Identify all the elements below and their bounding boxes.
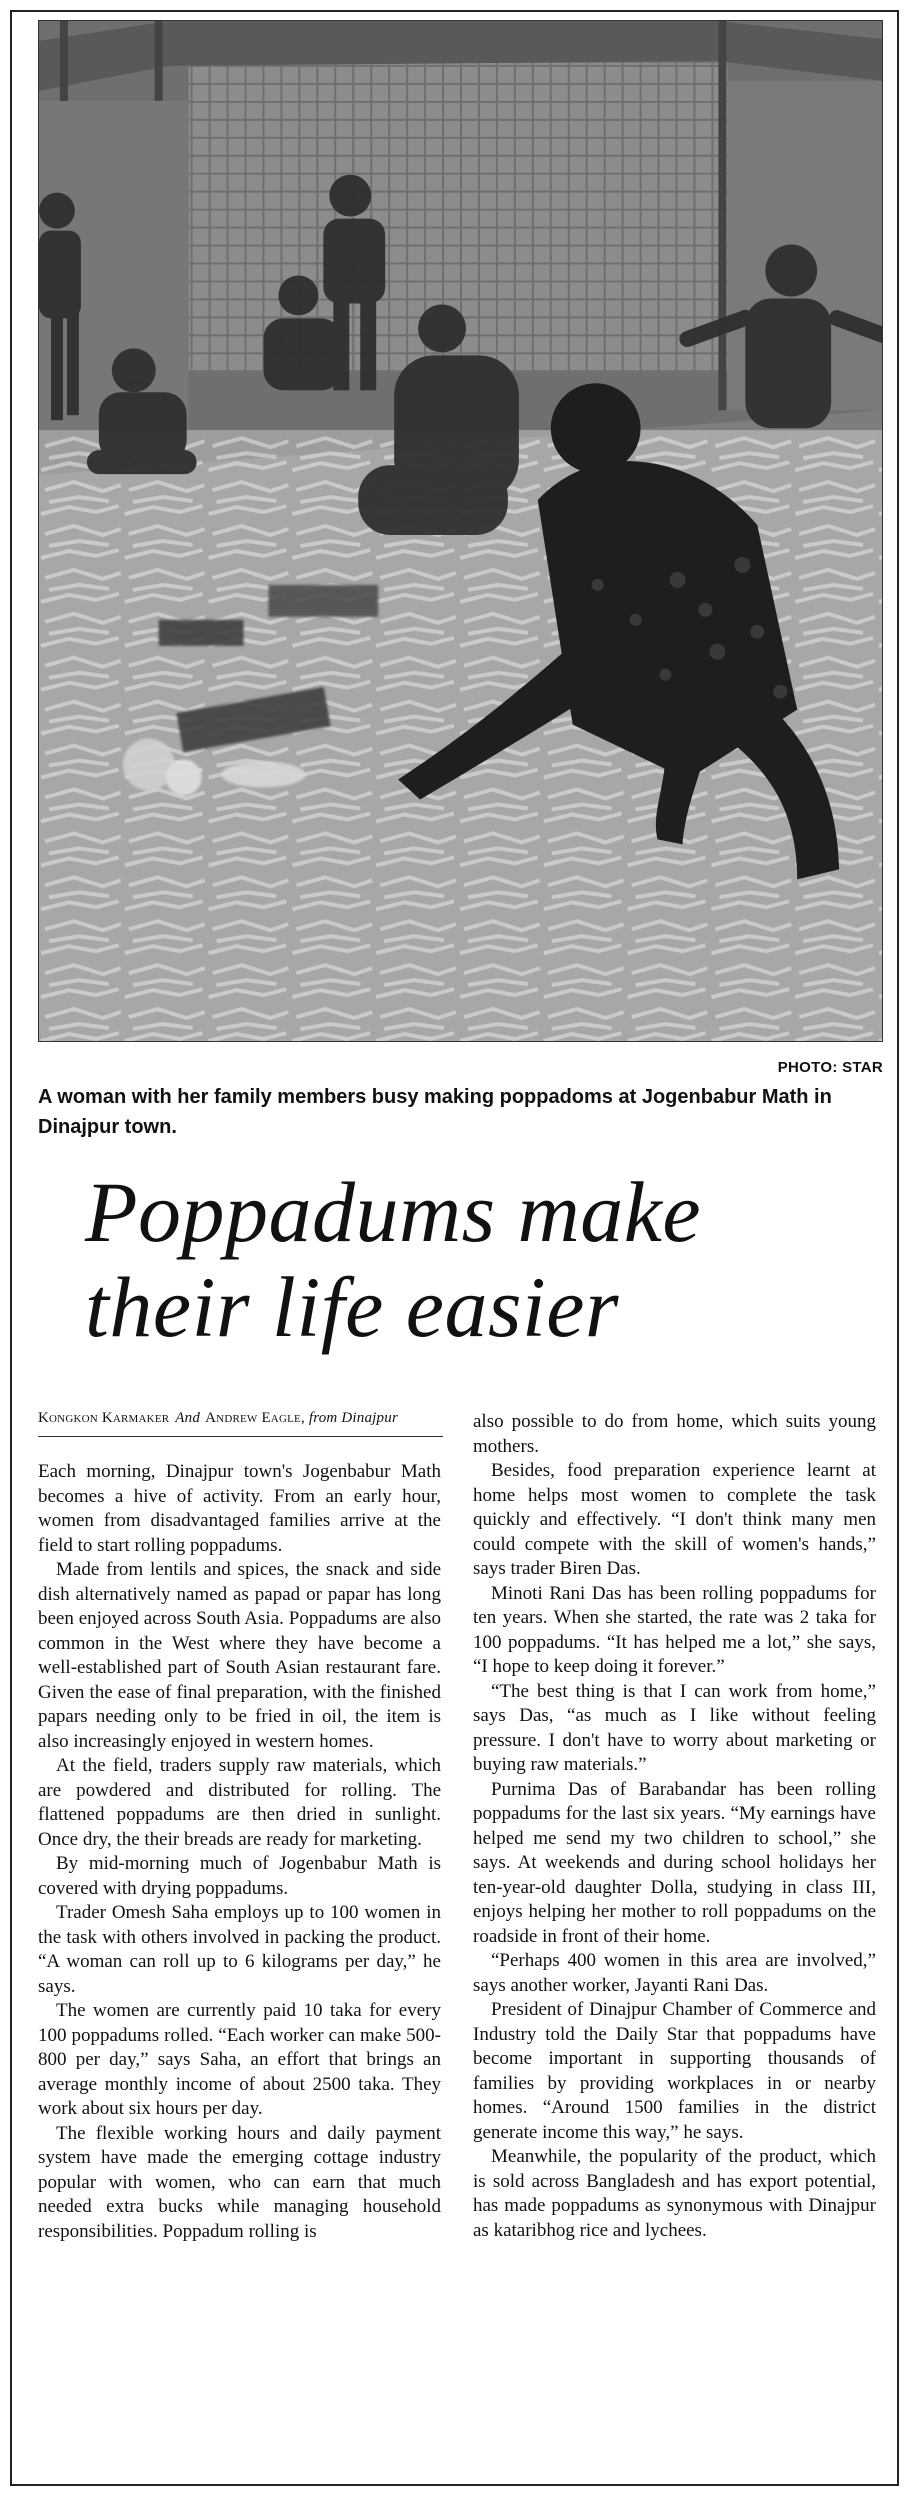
article-column-right: [473, 1410, 876, 2243]
dateline: from Dinajpur: [308, 1410, 398, 1426]
left-paragraph-7: The flexible working hours and daily payment system have made the emerging cottage industry popular with women, who can earn that much needed extra bucks while managing household responsibilities. Poppadum rolling is: [38, 2122, 441, 2242]
right-paragraph-4: “The best thing is that I can work from home,” says Das, “as much as I like without feeling pressure. I don't have to worry about marketing or buying raw materials.”: [473, 1680, 876, 1775]
right-paragraph-6: “Perhaps 400 women in this area are involved,” says another worker, Jayanti Rani Das.: [473, 1950, 876, 1996]
right-paragraph-7: President of Dinajpur Chamber of Commerce and Industry told the Daily Star that poppadums have become important in supporting thousands of families by providing workplaces in or nearby homes. “Around 1500 families in the district generate income this way,” he says.: [473, 1999, 876, 2143]
article-byline: [38, 1408, 443, 1428]
author-2: Andrew Eagle,: [205, 1410, 305, 1426]
right-paragraph-3: Minoti Rani Das has been rolling poppadums for ten years. When she started, the rate was 2 taka for 100 poppadums. “It has helped me a lot,” she says, “I hope to keep doing it forever.”: [473, 1582, 876, 1677]
left-paragraph-1: Each morning, Dinajpur town's Jogenbabur Math becomes a hive of activity. From an early hour, women from disadvantaged families arrive at the field to start rolling poppadums.: [38, 1461, 441, 1556]
right-paragraph-1: also possible to do from home, which suits young mothers.: [473, 1411, 876, 1457]
photo-caption: A woman with her family members busy making poppadoms at Jogenbabur Math in Dinajpur town.: [38, 1086, 832, 1138]
photo-illustration: [39, 21, 882, 1041]
author-connector: And: [175, 1410, 201, 1426]
left-paragraph-4: By mid-morning much of Jogenbabur Math is covered with drying poppadums.: [38, 1853, 441, 1899]
left-paragraph-3: At the field, traders supply raw materials, which are powdered and distributed for rolling. The flattened poppadums are then dried in sunlight. Once dry, the their breads are ready for marketing.: [38, 1755, 441, 1850]
author-1: Kongkon Karmaker: [38, 1410, 170, 1426]
article-column-left: [38, 1460, 441, 2244]
right-paragraph-2: Besides, food preparation experience learnt at home helps most women to complete the task quickly and effectively. “I don't think many men could compete with the skill of women's hands,” says trader Biren Das.: [473, 1460, 876, 1579]
byline-block: [38, 1408, 443, 1437]
left-paragraph-2: Made from lentils and spices, the snack and side dish alternatively named as papad or papar has long been enjoyed across South Asia. Poppadums are also common in the West where they have become a well-established part of South Asian restaurant fare. Given the ease of final preparation, with the finished papars needing only to be fried in oil, the item is also increasingly enjoyed in western homes.: [38, 1559, 441, 1752]
photo-credit: PHOTO: STAR: [777, 1059, 883, 1076]
right-paragraph-8: Meanwhile, the popularity of the product, which is sold across Bangladesh and has export potential, has made poppadums as synonymous with Dinajpur as kataribhog rice and lychees.: [473, 2146, 876, 2241]
right-paragraph-5: Purnima Das of Barabandar has been rolling poppadums for the last six years. “My earnings have helped me send my two children to school,” she says. At weekends and during school holidays her ten-year-old daughter Dolla, studying in class III, enjoys helping her mother to roll poppadums on the roadside in front of their home.: [473, 1778, 876, 1947]
article-photo: [38, 20, 883, 1042]
article-headline: Poppadums make their life easier: [85, 1164, 702, 1355]
left-paragraph-5: Trader Omesh Saha employs up to 100 women in the task with others involved in packing the product. “A woman can roll up to 6 kilograms per day,” he says.: [38, 1902, 441, 1997]
left-paragraph-6: The women are currently paid 10 taka for every 100 poppadums rolled. “Each worker can make 500-800 per day,” says Saha, an effort that brings an average monthly income of about 2500 taka. They work about six hours per day.: [38, 2000, 441, 2119]
